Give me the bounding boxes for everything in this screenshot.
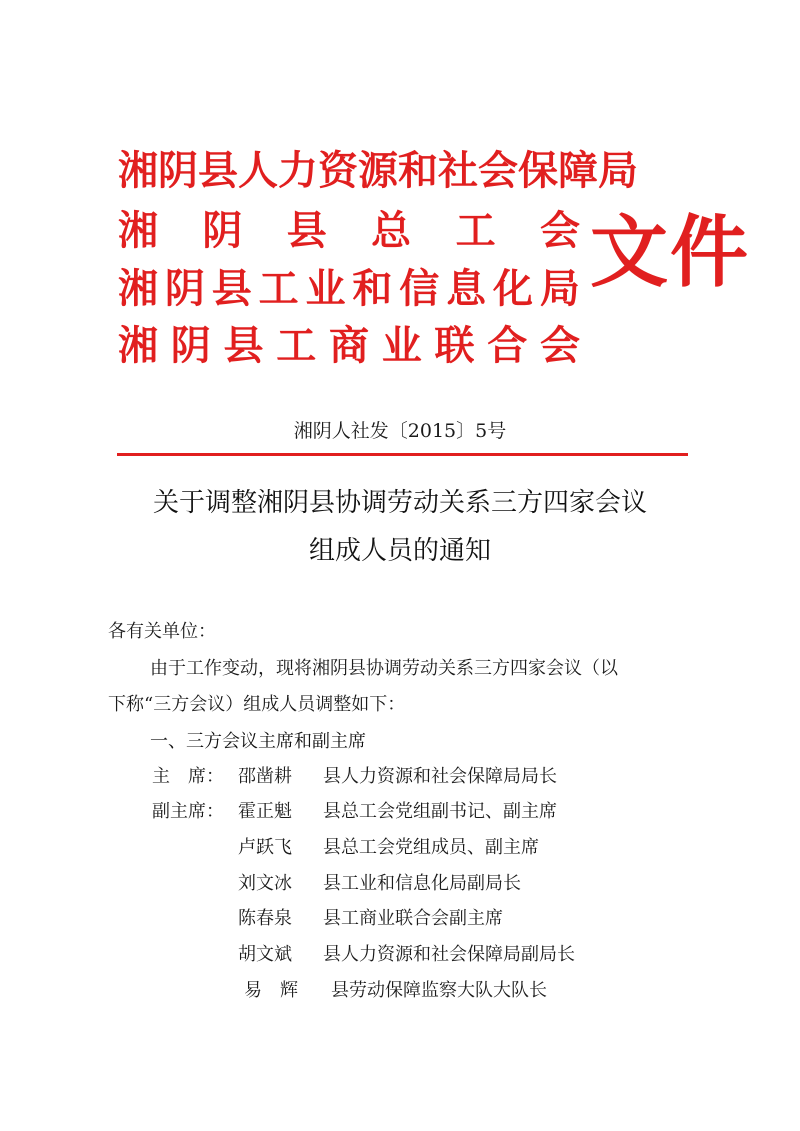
document-title-line-2: 组成人员的通知: [308, 536, 491, 566]
document-type-label: 文件: [590, 208, 751, 298]
roster-person-name: 刘文冰: [238, 873, 292, 894]
salutation: 各有关单位：: [108, 621, 216, 642]
roster-person-position: 县工商业联合会副主席: [323, 908, 503, 929]
section-1-heading: 一、三方会议主席和副主席: [150, 731, 366, 752]
roster-role-label: 主 席：: [152, 766, 224, 787]
roster-person-position: 县总工会党组成员、副主席: [323, 837, 539, 858]
issuer-industry-it-bureau: 湘 阴 县 工 业 和 信 息 化 局: [118, 266, 580, 312]
document-number: 湘阴人社发〔2015〕5号: [293, 420, 507, 442]
roster-person-position: 县劳动保障监察大队大队长: [331, 980, 547, 1001]
issuer-federation-of-trade-unions: 湘 阴 县 总 工 会: [118, 208, 580, 254]
roster-person-position: 县人力资源和社会保障局局长: [323, 766, 557, 787]
roster-person-name: 陈春泉: [238, 908, 292, 929]
roster-person-position: 县工业和信息化局副局长: [323, 873, 521, 894]
issuer-hrss-bureau: 湘阴县人力资源和社会保障局: [118, 148, 638, 194]
roster-person-name: 易 辉: [244, 980, 298, 1001]
roster-person-name: 邵凿耕: [238, 766, 292, 787]
roster-person-position: 县人力资源和社会保障局副局长: [323, 944, 575, 965]
issuer-federation-of-commerce: 湘 阴 县 工 商 业 联 合 会: [118, 323, 580, 369]
document-title-line-1: 关于调整湘阴县协调劳动关系三方四家会议: [152, 488, 647, 518]
header-divider-rule: [117, 453, 688, 456]
roster-role-label: 副主席：: [152, 801, 224, 822]
roster-person-name: 卢跃飞: [238, 837, 292, 858]
roster-person-position: 县总工会党组副书记、副主席: [323, 801, 557, 822]
roster-person-name: 霍正魁: [238, 801, 292, 822]
roster-person-name: 胡文斌: [238, 944, 292, 965]
paragraph-1-line-1: 由于工作变动，现将湘阴县协调劳动关系三方四家会议（以: [150, 658, 618, 679]
paragraph-1-line-2: 下称“三方会议）组成人员调整如下：: [108, 694, 406, 715]
